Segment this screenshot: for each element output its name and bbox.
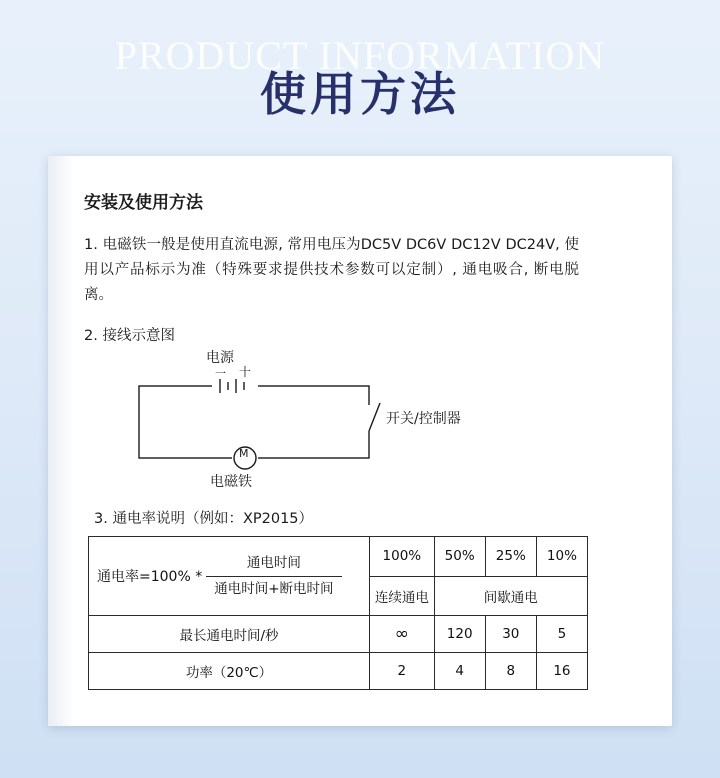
wiring-diagram-svg <box>84 351 544 501</box>
max-on-time-50: 120 <box>434 616 485 653</box>
formula-left-side: 通电率=100% * <box>97 569 203 585</box>
page-title: 使用方法 <box>260 67 460 121</box>
duty-header-25: 25% <box>485 537 536 577</box>
diagram-label-minus: 一 <box>215 367 226 380</box>
section-heading-wiring: 2. 接线示意图 <box>84 328 175 344</box>
power-25: 8 <box>485 653 536 690</box>
max-on-time-25: 30 <box>485 616 536 653</box>
diagram-label-motor-symbol: M <box>239 447 249 460</box>
duty-header-100: 100% <box>370 537 435 577</box>
formula-denominator: 通电时间+断电时间 <box>214 580 334 597</box>
formula-numerator: 通电时间 <box>246 555 301 572</box>
table-row <box>89 616 588 653</box>
table-row <box>89 537 588 577</box>
battery-gap-mask <box>212 380 258 392</box>
power-10: 16 <box>536 653 587 690</box>
duty-header-50: 50% <box>434 537 485 577</box>
mode-intermittent-cell: 间歇通电 <box>434 576 587 616</box>
max-on-time-10: 5 <box>536 616 587 653</box>
document-heading: 安装及使用方法 <box>84 193 203 213</box>
diagram-label-magnet: 电磁铁 <box>210 474 252 490</box>
duty-header-10: 10% <box>536 537 587 577</box>
paragraph-power-supply: 1. 电磁铁一般是使用直流电源, 常用电压为DC5V DC6V DC12V DC24V, 使用以产品标示为准（特殊要求提供技术参数可以定制）, 通电吸合, 断电脱离。 <box>84 237 579 303</box>
diagram-label-power: 电源 <box>206 350 234 366</box>
wiring-diagram <box>84 351 644 501</box>
power-50: 4 <box>434 653 485 690</box>
duty-formula-cell <box>89 537 370 616</box>
power-100: 2 <box>370 653 435 690</box>
page-header <box>0 0 720 140</box>
row-label-max-on-time: 最长通电时间/秒 <box>89 616 370 653</box>
section-heading-duty: 3. 通电率说明（例如：XP2015） <box>94 511 314 527</box>
formula-fraction <box>206 552 341 600</box>
document-card <box>48 156 672 726</box>
watermark-text: PRODUCT INFORMATION <box>114 33 606 78</box>
max-on-time-100: ∞ <box>370 616 435 653</box>
document-content <box>84 180 644 708</box>
duty-cycle-table <box>88 536 588 690</box>
diagram-label-switch: 开关/控制器 <box>386 411 461 427</box>
diagram-label-plus: 十 <box>239 365 252 379</box>
table-row <box>89 653 588 690</box>
mode-continuous-cell: 连续通电 <box>370 576 435 616</box>
circuit-loop <box>139 386 369 458</box>
row-label-power: 功率（20℃） <box>89 653 370 690</box>
switch-gap-mask <box>363 405 375 431</box>
